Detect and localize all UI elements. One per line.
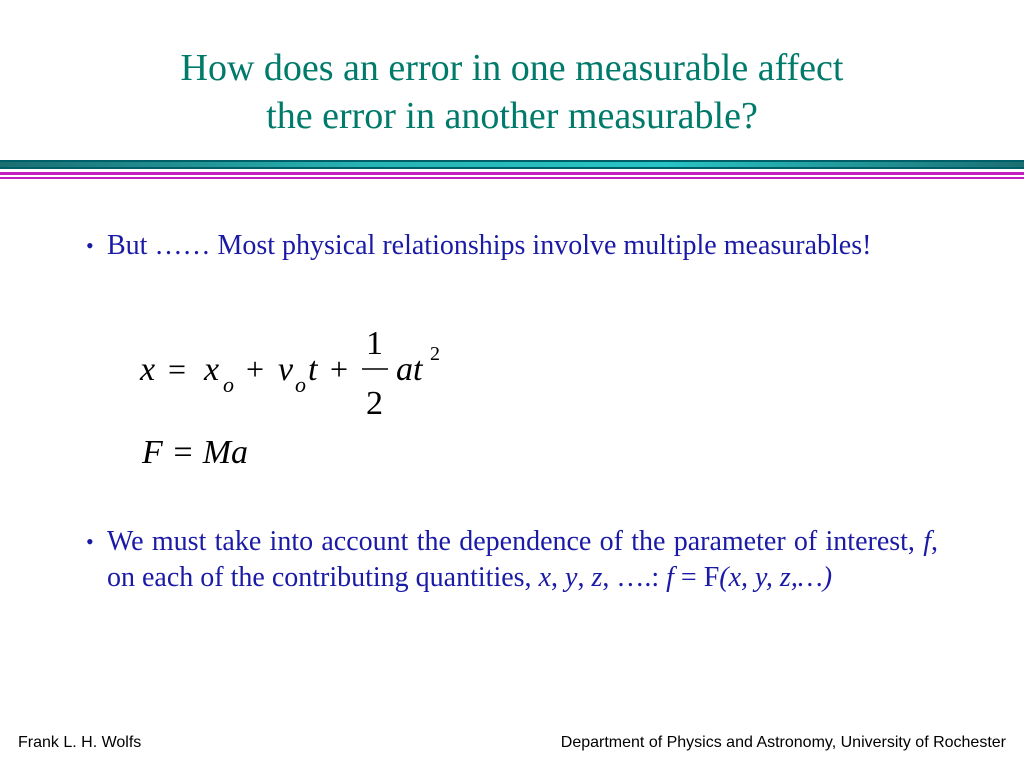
- var-x: x: [538, 562, 551, 593]
- eq-plus-2: +: [330, 351, 349, 387]
- bullet-dot: •: [86, 529, 94, 554]
- title-line-2: the error in another measurable?: [266, 95, 758, 137]
- separator: ,: [577, 562, 592, 593]
- var-f: f: [923, 526, 931, 557]
- var-f: f: [666, 562, 674, 593]
- footer-author: Frank L. H. Wolfs: [18, 734, 142, 751]
- var-z: z: [591, 562, 603, 593]
- bullet-text-part: = F: [673, 562, 720, 593]
- function-args: (x, y, z,…): [719, 562, 833, 593]
- bullet-text-part: , ….:: [602, 562, 667, 593]
- bullet-text: But …… Most physical relationships involve multiple measurables!: [107, 230, 872, 261]
- var-y: y: [565, 562, 578, 593]
- eq-equals: =: [168, 351, 187, 387]
- eq-plus-1: +: [246, 351, 265, 387]
- eq-fraction-denominator: 2: [366, 385, 383, 422]
- title-divider-magenta-1: [0, 172, 1024, 175]
- bullet-dot: •: [86, 233, 94, 258]
- eq-v0: v: [278, 351, 294, 388]
- newton-equation: F = Ma: [142, 434, 249, 471]
- footer-department: Department of Physics and Astronomy, University of Rochester: [560, 734, 1006, 751]
- bullet-multiple-measurables: [86, 228, 938, 264]
- eq-at: at: [396, 351, 423, 388]
- slide-title: [0, 44, 1024, 140]
- eq-exponent: 2: [430, 343, 440, 365]
- title-divider-teal-bottom: [0, 167, 1024, 169]
- eq-sub-o-1: o: [223, 372, 234, 397]
- eq-fraction-numerator: 1: [366, 325, 383, 362]
- title-divider-magenta-2: [0, 177, 1024, 179]
- eq-x0: x: [204, 351, 220, 388]
- separator: ,: [551, 562, 565, 593]
- eq-sub-o-2: o: [295, 372, 306, 397]
- bullet-text: [107, 524, 938, 596]
- eq-x: x: [140, 351, 156, 388]
- eq-t: t: [308, 351, 318, 388]
- title-line-1: How does an error in one measurable affect: [180, 47, 844, 89]
- bullet-text-part: We must take into account the dependence of the parameter of interest,: [107, 526, 924, 557]
- bullet-dependence: [86, 524, 938, 596]
- bullet-text-part: , on each of the contributing quantities,: [107, 526, 938, 593]
- kinematics-equation: [138, 318, 458, 428]
